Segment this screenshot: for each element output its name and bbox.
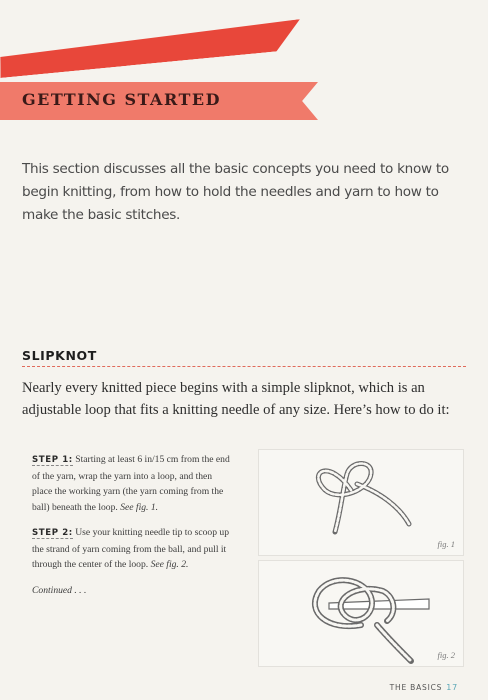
footer-section-name: THE BASICS — [389, 683, 443, 692]
yarn-loop-illustration — [259, 450, 463, 555]
page-footer — [390, 683, 458, 692]
step-label: STEP 1: — [32, 455, 73, 465]
page-number: 17 — [446, 683, 458, 692]
step-label: STEP 2: — [32, 528, 73, 538]
steps-list — [32, 452, 232, 598]
section-lead-paragraph: Nearly every knitted piece begins with a simple slipknot, which is an adjustable loop that fits a knitting needle of any size. Here’s how to do it: — [22, 380, 450, 418]
intro-paragraph: This section discusses all the basic concepts you need to know to begin knitting, from how to hold the needles and yarn to how to make the basic stitches. — [22, 161, 449, 223]
figure-reference: See fig. 2. — [150, 559, 189, 570]
needle-and-yarn-illustration — [259, 561, 463, 666]
figure-1 — [258, 449, 464, 556]
step-2 — [32, 525, 232, 573]
banner-ribbon-back — [0, 19, 300, 78]
section-divider — [22, 366, 466, 367]
continued-note: Continued . . . — [32, 584, 87, 596]
section-heading: SLIPKNOT — [22, 348, 97, 363]
figure-label: fig. 1 — [437, 539, 455, 549]
figure-label: fig. 2 — [437, 650, 455, 660]
figure-reference: See fig. 1. — [120, 501, 159, 513]
step-1 — [32, 452, 232, 515]
page-title: GETTING STARTED — [22, 90, 221, 109]
step-text: Starting at least 6 in/15 cm from the end of the yarn, wrap the yarn into a loop, and then place the working yarn (the yarn coming from the ball) beneath the loop. — [32, 454, 230, 513]
step-text: Use your knitting needle tip to scoop up the strand of yarn coming from the ball, and pull it through the center of the loop. — [32, 527, 229, 570]
figure-2 — [258, 560, 464, 667]
